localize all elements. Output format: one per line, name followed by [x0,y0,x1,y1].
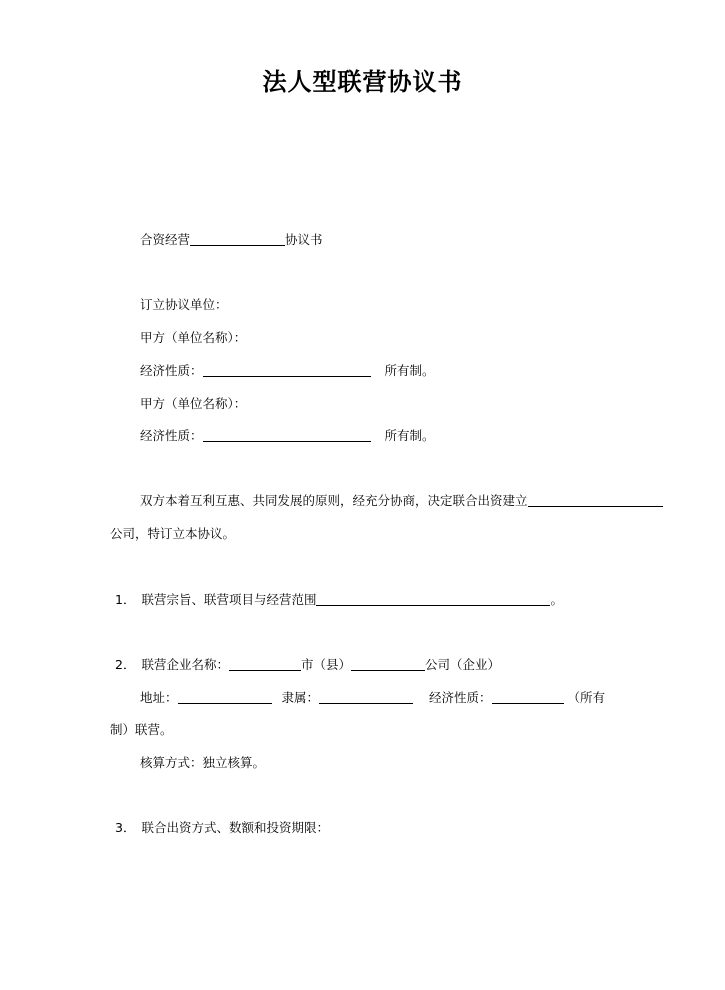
economic-nature-label: 经济性质： [429,690,492,705]
clause-1-text: 联营宗旨、联营项目与经营范围 [141,592,317,607]
enterprise-name-blank[interactable] [351,657,425,671]
address-label: 地址： [140,690,178,705]
joint-venture-line [140,231,323,249]
clause-3 [115,819,329,837]
joint-venture-prefix: 合资经营 [140,232,191,247]
economic-nature-label: 经济性质： [140,428,203,443]
accounting-method: 核算方式：独立核算。 [140,755,266,770]
city-county-label: 市（县） [300,657,351,672]
clause-2-text: 联营企业名称： [141,657,229,672]
address-line [140,689,605,707]
parties-heading: 订立协议单位： [140,297,228,312]
company-enterprise-label: 公司（企业） [424,657,500,672]
party-b-name-label: 甲方（单位名称）： [140,396,247,411]
clause-number: 3． [115,820,136,835]
affiliation-label: 隶属： [281,690,320,705]
purpose-paragraph-continuation: 公司，特订立本协议。 [110,526,236,541]
clause-1 [115,591,563,609]
address-line-continuation: 制）联营。 [110,722,173,737]
venture-nature-blank[interactable] [492,690,564,704]
joint-venture-suffix: 协议书 [285,232,323,247]
clause-number: 2． [115,657,136,672]
party-b-nature-blank[interactable] [203,428,371,442]
ownership-suffix: 所有制。 [384,363,435,378]
party-a-nature-line [140,362,435,380]
affiliation-blank[interactable] [319,690,413,704]
clause-2 [115,656,500,674]
address-blank[interactable] [178,690,272,704]
clause-number: 1． [115,592,136,607]
document-title: 法人型联营协议书 [262,68,463,96]
party-b-nature-line [140,427,435,445]
party-a-nature-blank[interactable] [203,363,371,377]
city-blank[interactable] [229,657,301,671]
business-scope-blank[interactable] [316,592,550,606]
venture-name-blank[interactable] [190,232,285,246]
party-a-name-label: 甲方（单位名称）： [140,330,247,345]
economic-nature-label: 经济性质： [140,363,203,378]
clause-1-end: 。 [550,592,563,607]
clause-3-text: 联合出资方式、数额和投资期限： [141,820,329,835]
ownership-suffix: 所有制。 [384,428,435,443]
purpose-text: 双方本着互利互惠、共同发展的原则，经充分协商，决定联合出资建立 [140,493,528,508]
purpose-paragraph-line [140,492,663,510]
company-name-blank[interactable] [528,493,663,507]
ownership-open: （所有 [567,690,606,705]
